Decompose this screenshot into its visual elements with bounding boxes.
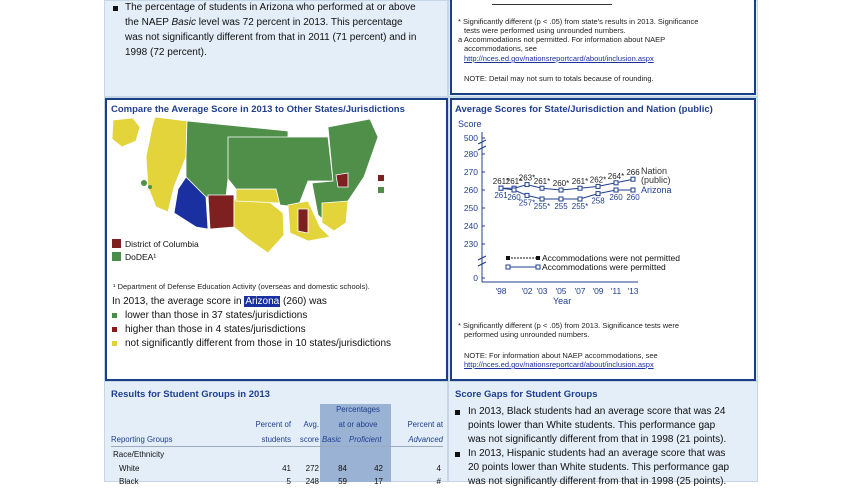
chart-note-2: NOTE: For information about NAEP accommodations, see	[464, 351, 658, 360]
map-state-hawaii	[141, 180, 147, 186]
trend-chart	[452, 116, 752, 312]
row-white: White 41 272 84 42 4	[119, 464, 441, 473]
map-legend	[112, 238, 199, 264]
series-point	[559, 188, 563, 192]
legend-permitted: Accommodations were permitted	[542, 262, 666, 272]
y-tick-label: 230	[463, 239, 478, 249]
series-data-label: 257*	[518, 198, 536, 208]
map-dodea-square	[378, 187, 384, 193]
series-data-label: 266	[626, 168, 640, 178]
item-lower: lower than those in 37 states/jurisdictions	[112, 309, 391, 323]
col-basic: Basic	[322, 435, 342, 444]
series-point	[578, 186, 582, 190]
map-panel-title: Compare the Average Score in 2013 to Other States/Jurisdictions	[111, 104, 405, 115]
col-pct-label-2: students	[261, 435, 291, 444]
series-data-label: 255	[554, 202, 568, 211]
gaps-panel-title: Score Gaps for Student Groups	[455, 389, 598, 400]
top-right-axis-fragment	[492, 0, 612, 5]
chart-link[interactable]: http://nces.ed.gov/nationsreportcard/about/inclusion.aspx	[464, 360, 654, 369]
x-tick-label: '98	[495, 286, 507, 296]
bullet-line-2: the NAEP Basic level was 72 percent in 2013. This percentage	[125, 17, 403, 28]
x-tick-label: '03	[536, 286, 548, 296]
map-state-texas	[234, 199, 284, 253]
series-point	[499, 186, 503, 190]
series-point	[631, 188, 635, 192]
item-higher: higher than those in 4 states/jurisdictions	[112, 323, 391, 337]
series-data-label: 255*	[533, 202, 551, 211]
series-data-label: 258	[591, 196, 605, 206]
legend-not-permitted: Accommodations were not permitted	[542, 253, 680, 263]
series-data-label: 261*	[505, 177, 523, 187]
chart-y-axis-label: Score	[458, 119, 482, 129]
map-state-new-mexico	[208, 195, 234, 229]
top-right-note-3: NOTE: Detail may not sum to totals because of rounding.	[464, 74, 654, 83]
col-pct-label: Percent of	[255, 420, 291, 429]
y-tick-label: 260	[463, 185, 478, 195]
chart-x-axis-label: Year	[553, 296, 572, 306]
col-percentages: Percentages	[336, 405, 380, 414]
series-point	[614, 181, 618, 185]
section-race: Race/Ethnicity	[113, 450, 165, 459]
series-label-nation-public: (public)	[641, 175, 671, 185]
series-point	[578, 197, 582, 201]
series-point	[614, 188, 618, 192]
item-not-different: not significantly different from those in 10 states/jurisdictions	[112, 337, 391, 351]
map-state-west-virginia	[336, 173, 348, 187]
x-tick-label: '07	[574, 286, 586, 296]
col-proficient: Proficient	[349, 435, 382, 444]
series-data-label: 261	[494, 191, 508, 201]
map-state-alaska	[112, 118, 140, 147]
x-tick-label: '05	[555, 286, 567, 296]
y-tick-label: 270	[463, 167, 478, 177]
legend-dodea-swatch	[112, 252, 121, 261]
series-data-label: 264*	[607, 171, 625, 181]
chart-panel-title: Average Scores for State/Jurisdiction and Nation (public)	[455, 104, 713, 115]
series-data-label: 263*	[518, 173, 536, 183]
legend-dc: District of Columbia	[112, 238, 199, 251]
series-data-label: 260*	[552, 179, 570, 188]
gap-bullet-hispanic: In 2013, Hispanic students had an average score that was 20 points lower than White students. This performance gap was not significantly different from that in 1998 (25 points).	[455, 447, 755, 489]
col-group-label: Reporting Groups	[111, 435, 173, 444]
series-point	[631, 177, 635, 181]
us-states-map[interactable]	[108, 117, 398, 257]
series-data-label: 261*	[571, 177, 589, 187]
col-atabove: at or above	[338, 420, 378, 429]
series-point	[596, 192, 600, 196]
series-data-label: 260	[507, 193, 521, 202]
groups-header-divider	[111, 446, 443, 447]
series-point	[525, 183, 529, 187]
row-black: Black 5 248 59 17 #	[119, 477, 441, 486]
y-tick-label: 250	[463, 203, 478, 213]
series-data-label: 255*	[571, 202, 589, 211]
arizona-basic-bullet	[111, 0, 446, 60]
y-tick-label: 500	[463, 133, 478, 143]
series-data-label: 262*	[589, 175, 607, 185]
series-label-nation: Nation	[641, 166, 668, 176]
map-summary: In 2013, the average score in Arizona (260) was	[112, 296, 327, 307]
highlighted-state: Arizona	[245, 296, 280, 307]
top-right-note-1: * Significantly different (p < .05) from state's results in 2013. Significance tests were performed using unrounded numbers.	[458, 17, 699, 35]
map-region-southeast	[322, 201, 348, 231]
x-tick-label: '09	[592, 286, 604, 296]
col-advanced: Advanced	[408, 435, 443, 444]
col-avg-label-2: score	[299, 435, 319, 444]
series-data-label: 260	[626, 193, 640, 202]
series-point	[525, 193, 529, 197]
x-tick-label: '13	[627, 286, 639, 296]
series-data-label: 260	[609, 193, 623, 202]
map-dc-square	[378, 175, 384, 181]
y-tick-label: 240	[463, 221, 478, 231]
map-items	[112, 309, 391, 351]
series-data-label: 261*	[492, 177, 510, 187]
legend-dodea: DoDEA¹	[112, 251, 199, 264]
x-tick-label: '11	[610, 286, 622, 296]
legend-dc-swatch	[112, 239, 121, 248]
col-avg-label: Avg.	[303, 420, 319, 429]
map-state-mississippi	[298, 209, 308, 233]
y-tick-label: 280	[463, 149, 478, 159]
series-data-label: 261*	[533, 177, 551, 187]
series-label-arizona: Arizona	[641, 185, 672, 195]
chart-note-1: * Significantly different (p < .05) from 2013. Significance tests were performed using unrounded numbers.	[458, 321, 680, 339]
series-point	[540, 186, 544, 190]
x-tick-label: '02	[521, 286, 533, 296]
series-point	[559, 197, 563, 201]
series-point	[540, 197, 544, 201]
gap-bullet-black: In 2013, Black students had an average score that was 24 points lower than White students. This performance gap was not significantly different from that in 1998 (21 points).	[455, 405, 755, 447]
map-state-oklahoma	[236, 189, 280, 203]
top-right-note-2: a Accommodations not permitted. For information about NAEP accommodations, see	[458, 35, 666, 53]
y-tick-label: 0	[473, 273, 478, 283]
series-point	[512, 188, 516, 192]
groups-panel-title: Results for Student Groups in 2013	[111, 389, 270, 400]
map-footnote: ¹ Department of Defense Education Activity (overseas and domestic schools).	[113, 282, 370, 291]
bullet-line-1: The percentage of students in Arizona who performed at or above	[125, 2, 416, 13]
bullet-line-3: was not significantly different from that in 2011 (71 percent) and in	[125, 32, 417, 43]
col-adv-label: Percent at	[407, 420, 443, 429]
series-point	[596, 184, 600, 188]
top-right-link[interactable]: http://nces.ed.gov/nationsreportcard/about/inclusion.aspx	[464, 54, 654, 63]
bullet-line-4: 1998 (72 percent).	[125, 47, 207, 58]
